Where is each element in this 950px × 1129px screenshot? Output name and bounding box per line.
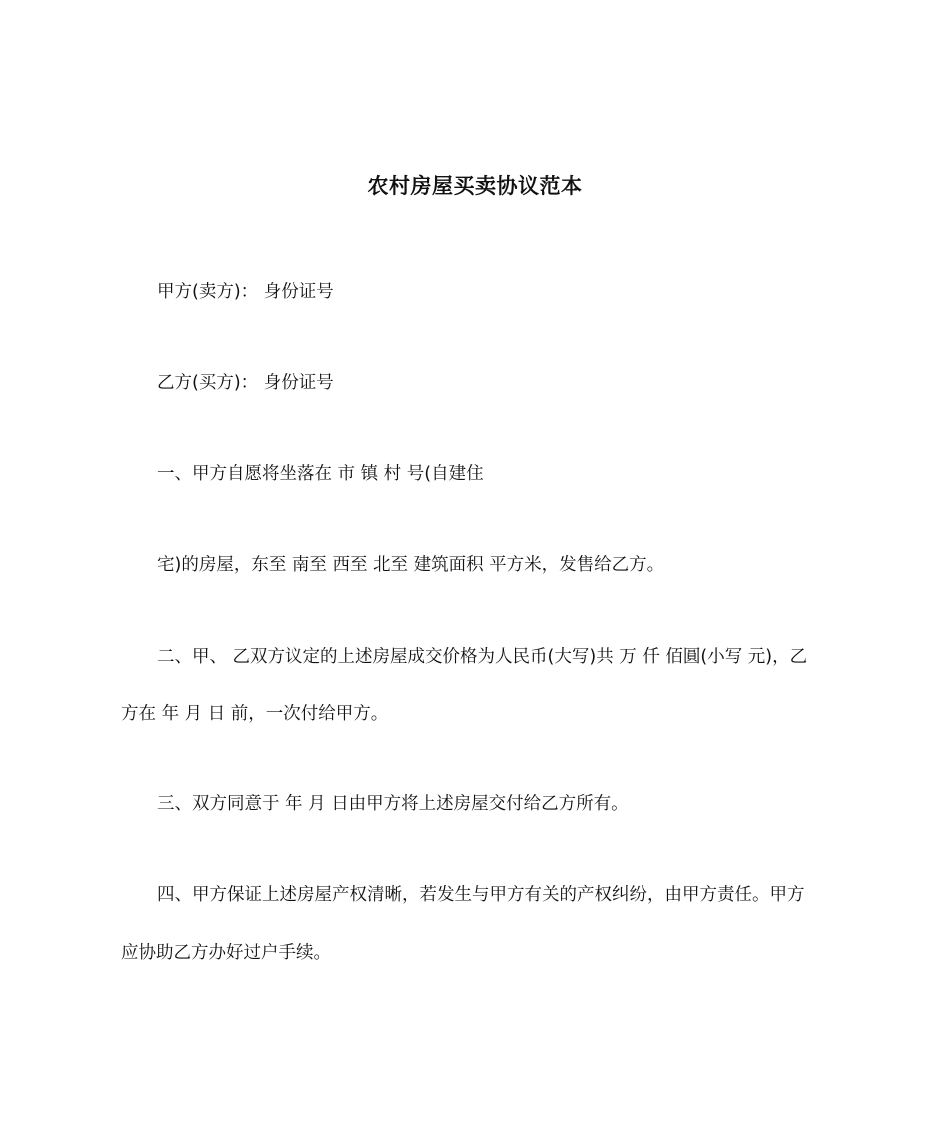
document-title: 农村房屋买卖协议范本 [367,174,583,198]
clause-3-line: 三、双方同意于 年 月 日由甲方将上述房屋交付给乙方所有。 [157,794,629,814]
party-a-line: 甲方(卖方)： 身份证号 [157,282,334,302]
clause-2-line-1: 二、甲、 乙双方议定的上述房屋成交价格为人民币(大写)共 万 仟 佰圓(小写 元)，乙 [157,647,808,667]
clause-4-line-2: 应协助乙方办好过户手续。 [121,943,331,963]
clause-1-line-1: 一、甲方自愿将坐落在 市 镇 村 号(自建住 [157,464,484,484]
party-b-line: 乙方(买方)： 身份证号 [157,373,334,393]
clause-2-line-2: 方在 年 月 日 前，一次付给甲方。 [121,704,389,724]
clause-1-line-2: 宅)的房屋，东至 南至 西至 北至 建筑面积 平方米，发售给乙方。 [157,555,665,575]
clause-4-line-1: 四、甲方保证上述房屋产权清晰，若发生与甲方有关的产权纠纷，由甲方责任。甲方 [157,885,805,905]
